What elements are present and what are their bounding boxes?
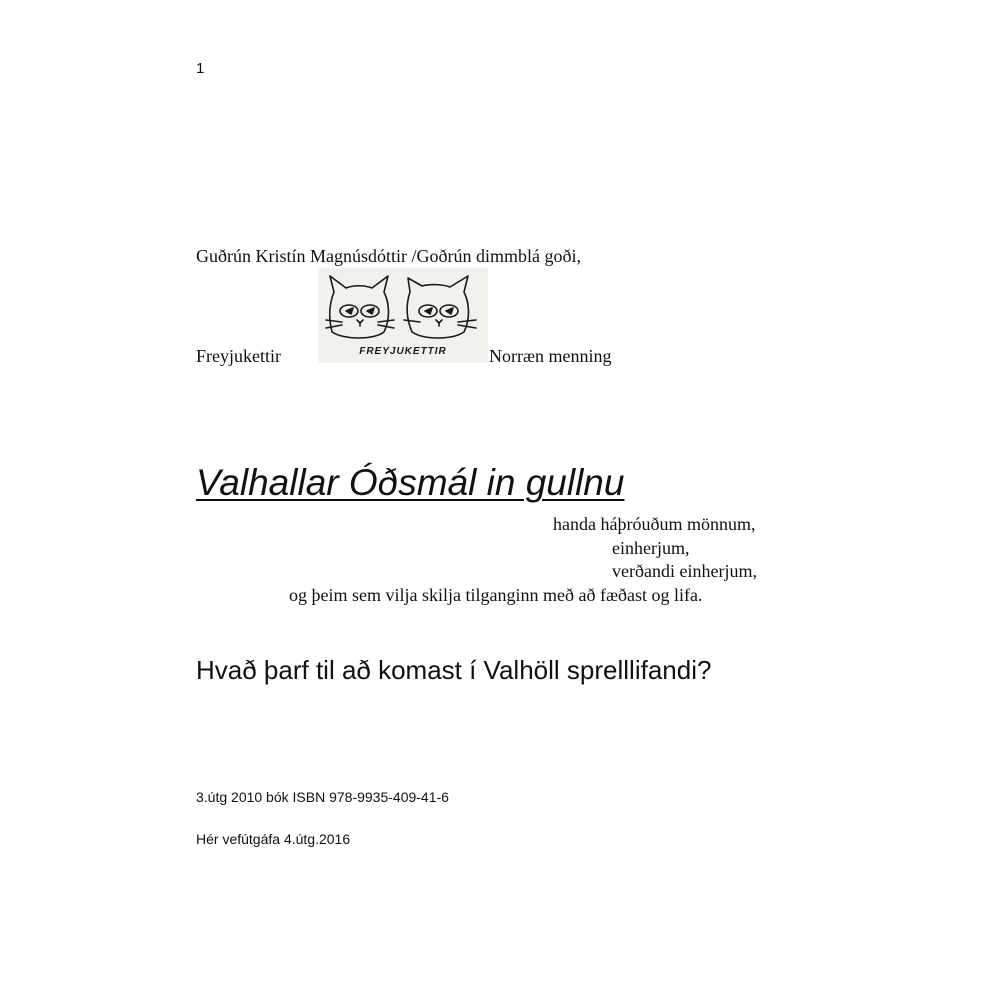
svg-text:FREYJUKETTIR: FREYJUKETTIR [359, 346, 447, 357]
web-edition-note: Hér vefútgáfa 4.útg.2016 [196, 831, 351, 847]
freyjukettir-logo [318, 268, 488, 363]
publisher-tagline: Norræn menning [489, 346, 612, 366]
dedication-line: einherjum, [612, 538, 690, 558]
cat-left-icon [326, 276, 394, 338]
dedication-line: handa háþróuðum mönnum, [553, 514, 756, 534]
cat-right-icon [404, 276, 476, 338]
edition-isbn: 3.útg 2010 bók ISBN 978-9935-409-41-6 [196, 789, 449, 805]
book-title: Valhallar Óðsmál in gullnu [196, 462, 625, 503]
page-number: 1 [196, 60, 205, 77]
book-subtitle: Hvað þarf til að komast í Valhöll sprelllifandi? [196, 655, 712, 685]
dedication-line: verðandi einherjum, [612, 561, 757, 581]
two-cats-logo-icon [318, 268, 488, 363]
publisher-name: Freyjukettir [196, 346, 281, 366]
author-line: Guðrún Kristín Magnúsdóttir /Goðrún dimmblá goði, [196, 246, 581, 266]
dedication-line: og þeim sem vilja skilja tilganginn með að fæðast og lifa. [289, 585, 703, 605]
